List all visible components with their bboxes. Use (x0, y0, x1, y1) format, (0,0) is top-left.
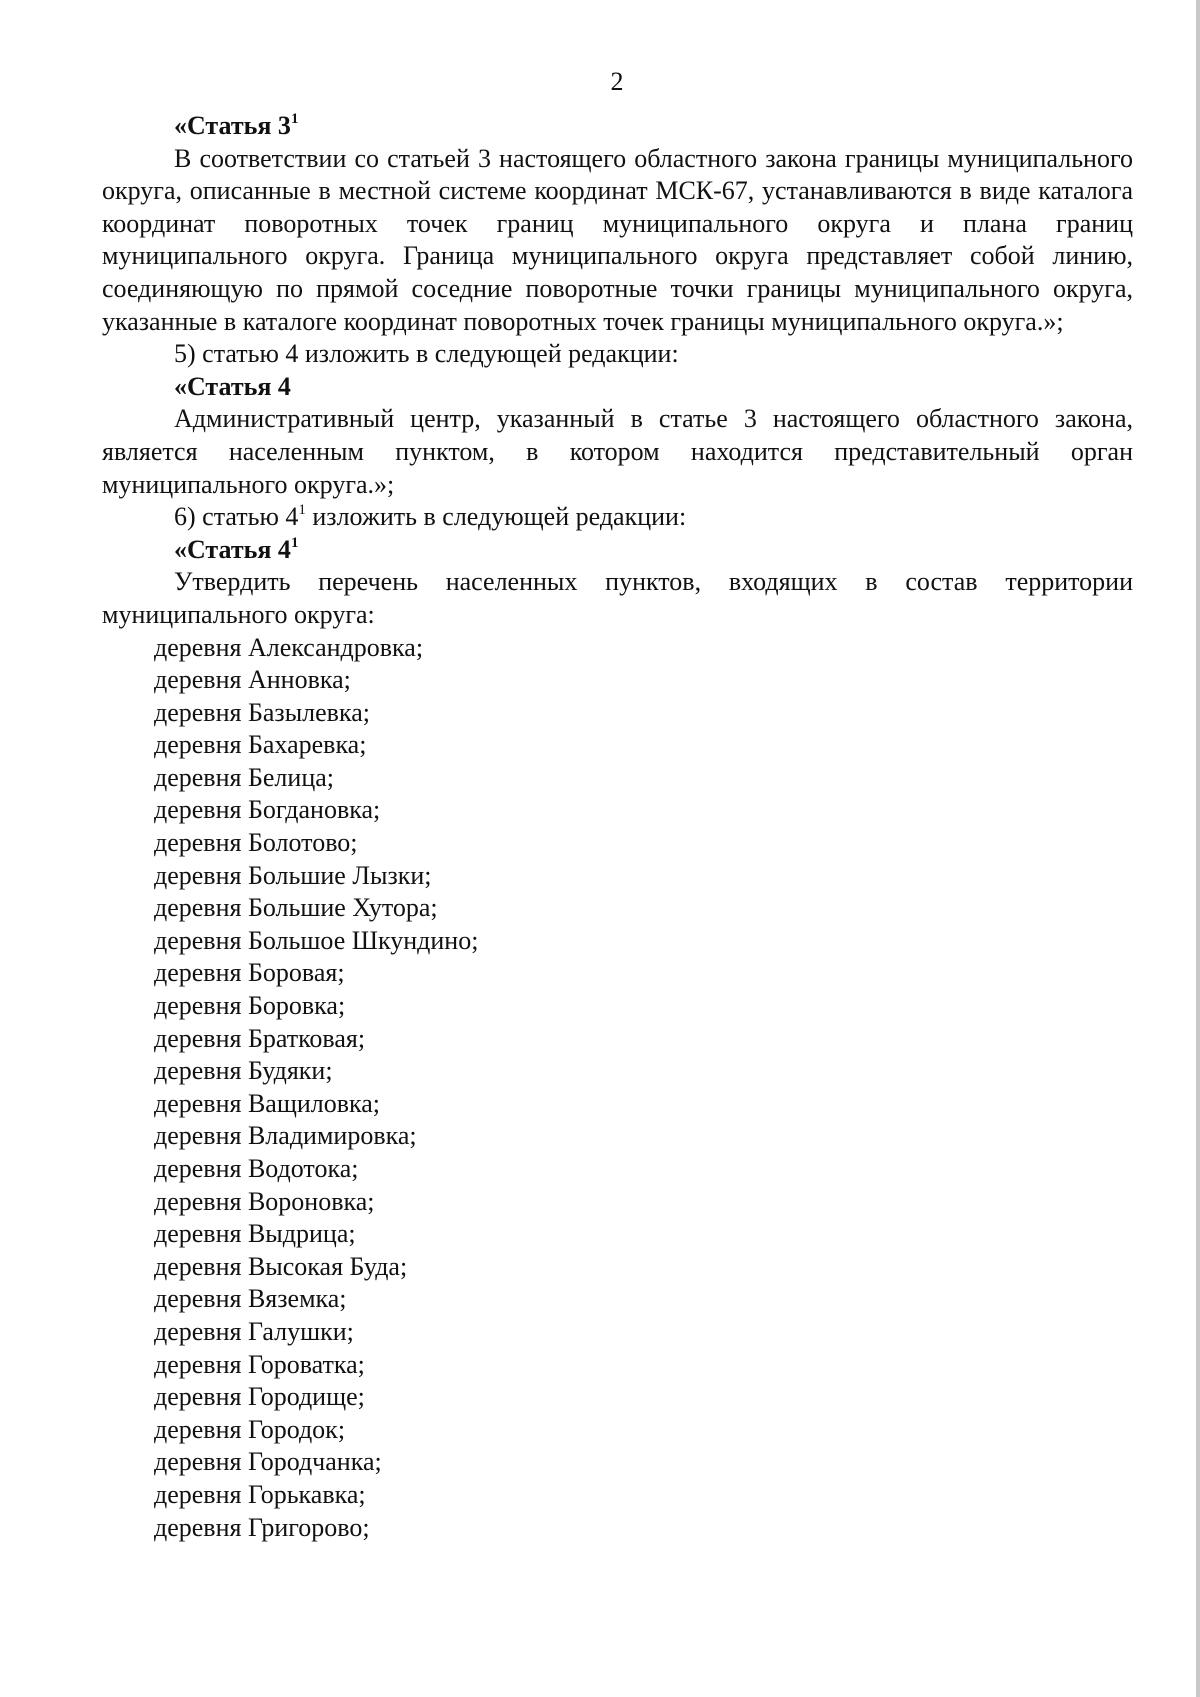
list-item: деревня Вороновка; (154, 1186, 375, 1216)
list-item: деревня Анновка; (154, 665, 351, 695)
amendment-6 (102, 501, 1133, 534)
article-4-1-heading-sup: 1 (290, 535, 299, 552)
article-4-1-heading (102, 534, 1133, 567)
amendment-6-sup: 1 (298, 502, 306, 519)
list-item: деревня Григорово; (154, 1512, 370, 1542)
amendment-6-after: изложить в следующей редакции: (305, 502, 687, 532)
list-item: деревня Галушки; (154, 1316, 354, 1346)
list-item: деревня Боровка; (154, 991, 346, 1021)
list-item: деревня Большое Шкундино; (154, 925, 479, 955)
list-item: деревня Выдрица; (154, 1219, 356, 1249)
list-item: деревня Большие Хутора; (154, 893, 438, 923)
article-4-text: Административный центр, указанный в статье 3 настоящего областного закона, является населенным пунктом, в котором находится представительный орган муниципального округа.»; (102, 404, 1133, 499)
article-3-1-heading (102, 110, 1133, 143)
article-4-1-intro: Утвердить перечень населенных пунктов, входящих в состав территории муниципального округа: (102, 567, 1133, 629)
list-item: деревня Владимировка; (154, 1121, 417, 1151)
article-4-heading: «Статья 4 (174, 371, 291, 401)
list-item: деревня Городчанка; (154, 1447, 382, 1477)
list-item: деревня Городок; (154, 1414, 346, 1444)
list-item: деревня Водотока; (154, 1154, 359, 1183)
list-item: деревня Базылевка; (154, 697, 370, 727)
list-item: деревня Будяки; (154, 1056, 333, 1086)
list-item: деревня Городище; (154, 1382, 365, 1412)
list-item: деревня Вяземка; (154, 1284, 347, 1314)
list-item: деревня Ващиловка; (154, 1088, 381, 1118)
article-4-1-heading-text: «Статья 4 (174, 534, 291, 564)
page-edge (1196, 0, 1200, 1697)
amendment-6-before: 6) статью 4 (174, 502, 299, 532)
list-item: деревня Болотово; (154, 828, 358, 858)
list-item: деревня Белица; (154, 762, 334, 792)
list-item: деревня Богдановка; (154, 795, 381, 825)
settlement-list (102, 632, 1133, 1545)
list-item: деревня Бахаревка; (154, 730, 367, 760)
document-body (102, 110, 1133, 1544)
list-item: деревня Большие Лызки; (154, 860, 432, 890)
list-item: деревня Александровка; (154, 632, 424, 662)
list-item: деревня Высокая Буда; (154, 1251, 408, 1281)
list-item: деревня Боровая; (154, 958, 345, 988)
article-3-1-text: В соответствии со статьей 3 настоящего областного закона границы муниципального округа, описанные в местной системе координат МСК-67, устанавливаются в виде каталога координат поворотных точек границ муниципального округа и плана границ муниципального округа. Граница муниципального округа представляет собой линию, соединяющую по прямой соседние поворотные точки границы муниципального округа, указанные в каталоге координат поворотных точек границы муниципального округа.»; (102, 143, 1133, 336)
amendment-5: 5) статью 4 изложить в следующей редакции: (174, 339, 679, 369)
list-item: деревня Братковая; (154, 1023, 366, 1053)
page-number: 2 (610, 67, 624, 96)
article-3-1-heading-text: «Статья 3 (174, 111, 291, 140)
list-item: деревня Гороватка; (154, 1349, 365, 1379)
article-3-1-heading-sup: 1 (290, 111, 299, 128)
list-item: деревня Горькавка; (154, 1479, 366, 1509)
